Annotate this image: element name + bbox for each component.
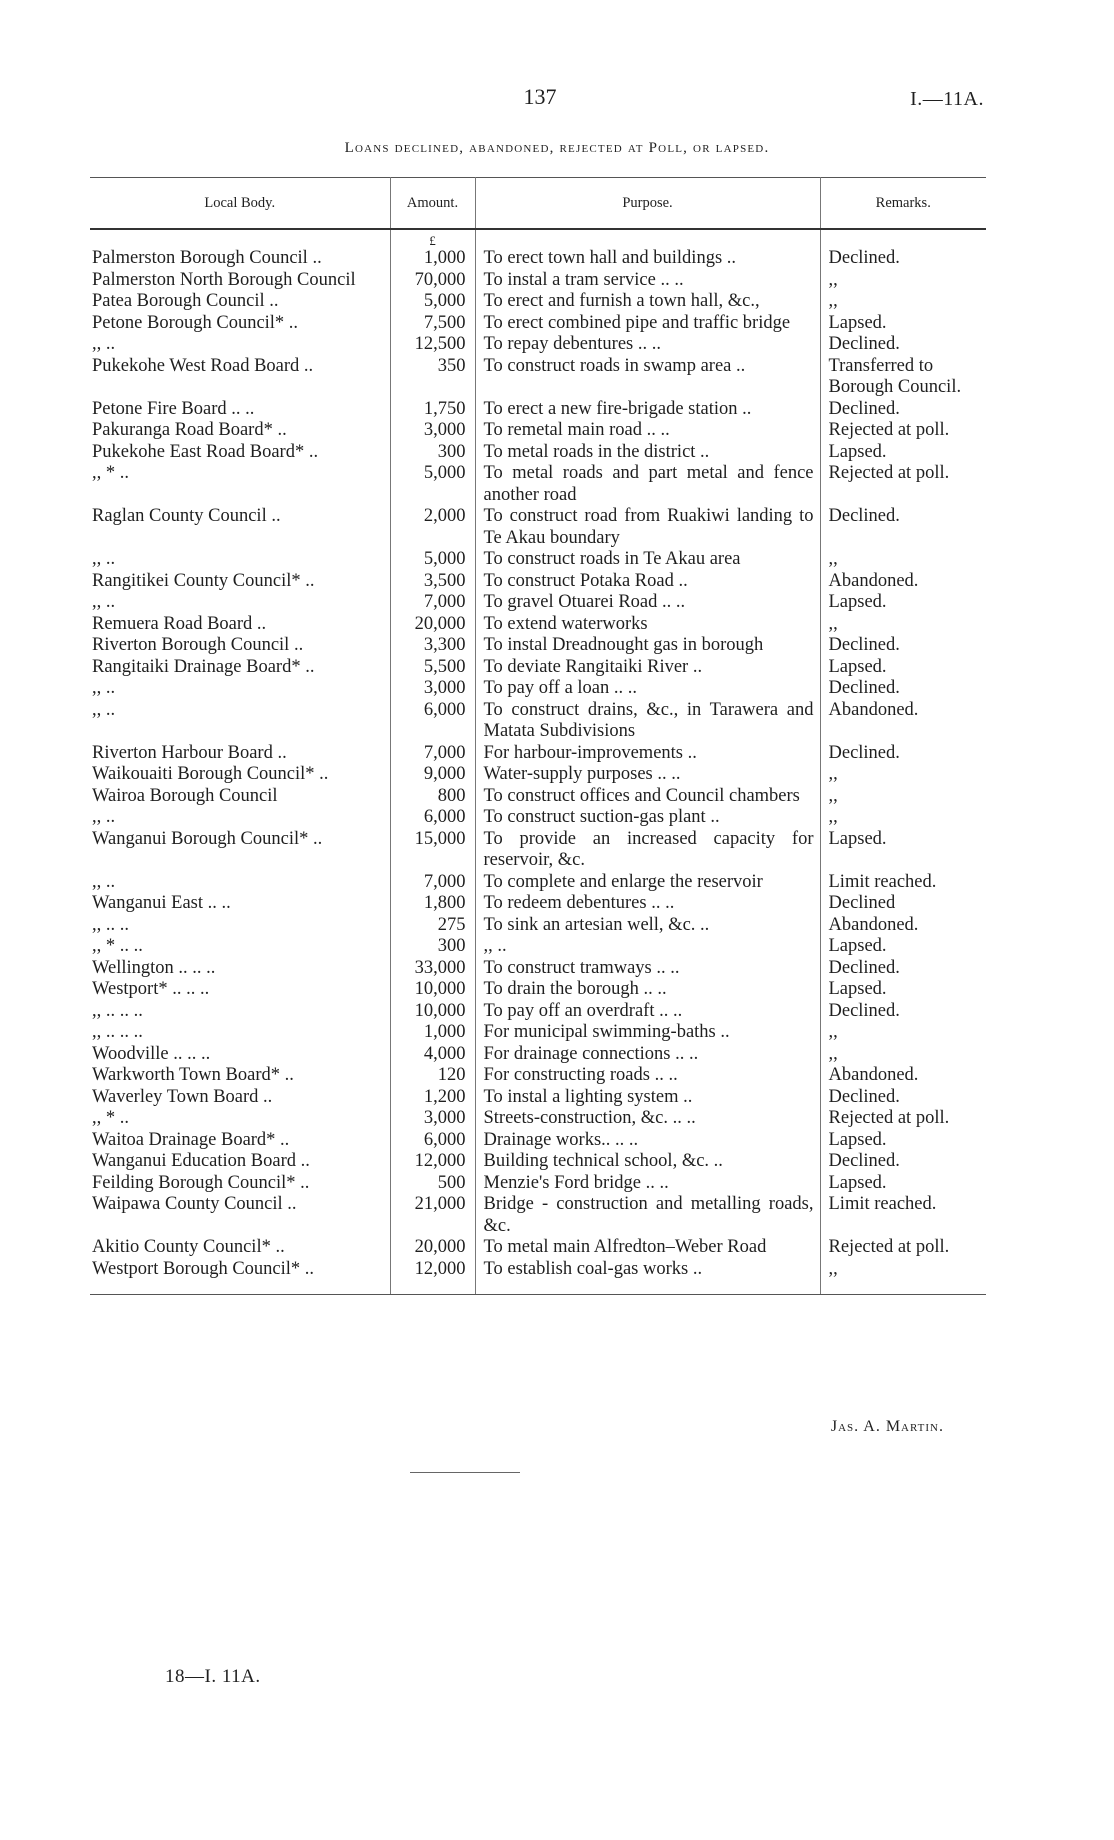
sheet-mark: 18—I. 11A.	[165, 1666, 261, 1687]
remarks-cell: Lapsed.	[828, 441, 887, 462]
remarks-cell: Declined.	[828, 635, 900, 655]
purpose-cell: To erect combined pipe and traffic bridge	[475, 313, 820, 335]
local-body-cell: Petone Fire Board .. ..	[90, 399, 390, 421]
purpose-cell: To repay debentures .. ..	[475, 334, 820, 356]
table-row	[90, 872, 986, 894]
table-row	[90, 936, 986, 958]
local-body-cell: ,, ..	[90, 678, 390, 700]
purpose-cell: To deviate Rangitaiki River ..	[475, 657, 820, 679]
local-body-cell: ,, ..	[90, 549, 390, 571]
remarks-cell: Declined.	[828, 1000, 900, 1021]
purpose-cell: To construct suction-gas plant ..	[475, 807, 820, 829]
amount-cell: 300	[390, 442, 475, 464]
purpose-cell: Bridge - construction and metalling roads, &c.	[475, 1194, 820, 1237]
local-body-cell: Feilding Borough Council* ..	[90, 1173, 390, 1195]
amount-cell: 6,000	[390, 807, 475, 829]
remarks-cell: Abandoned.	[828, 914, 919, 935]
purpose-cell: To metal roads in the district ..	[475, 442, 820, 464]
local-body-cell: ,, * ..	[90, 463, 390, 506]
currency-unit-row	[90, 229, 986, 248]
purpose-cell: To metal main Alfredton–Weber Road	[475, 1237, 820, 1259]
column-header-remarks: Remarks.	[820, 178, 986, 230]
remarks-cell: Declined.	[828, 334, 900, 354]
purpose-cell: To sink an artesian well, &c. ..	[475, 915, 820, 937]
amount-cell: 3,000	[390, 1108, 475, 1130]
purpose-cell: Drainage works.. .. ..	[475, 1130, 820, 1152]
local-body-cell: Raglan County Council ..	[90, 506, 390, 549]
remarks-cell: Declined.	[828, 678, 900, 698]
amount-cell: 300	[390, 936, 475, 958]
table-row	[90, 1259, 986, 1281]
remarks-cell: ,,	[828, 1043, 838, 1064]
amount-cell: 20,000	[390, 1237, 475, 1259]
local-body-cell: ,, ..	[90, 592, 390, 614]
table-row	[90, 334, 986, 356]
table-row	[90, 657, 986, 679]
amount-cell: 6,000	[390, 1130, 475, 1152]
purpose-cell: For drainage connections .. ..	[475, 1044, 820, 1066]
remarks-cell: Limit reached.	[828, 1194, 937, 1214]
local-body-cell: Waipawa County Council ..	[90, 1194, 390, 1237]
local-body-cell: Riverton Harbour Board ..	[90, 743, 390, 765]
purpose-cell: To drain the borough .. ..	[475, 979, 820, 1001]
remarks-cell: Declined.	[828, 398, 900, 419]
remarks-cell: ,,	[828, 1022, 838, 1042]
table-row	[90, 893, 986, 915]
remarks-cell: Declined	[828, 893, 896, 913]
local-body-cell: Riverton Borough Council ..	[90, 635, 390, 657]
local-body-cell: Akitio County Council* ..	[90, 1237, 390, 1259]
amount-cell: 7,000	[390, 743, 475, 765]
local-body-cell: ,, * .. ..	[90, 936, 390, 958]
local-body-cell: Westport Borough Council* ..	[90, 1259, 390, 1281]
table-row	[90, 829, 986, 872]
table-row	[90, 571, 986, 593]
amount-cell: 12,500	[390, 334, 475, 356]
remarks-cell: Rejected at poll.	[828, 1237, 950, 1257]
remarks-cell: Rejected at poll.	[828, 463, 950, 483]
remarks-cell: Limit reached.	[828, 871, 937, 892]
table-row	[90, 313, 986, 335]
purpose-cell: To construct tramways .. ..	[475, 958, 820, 980]
table-row	[90, 635, 986, 657]
purpose-cell: To erect a new fire-brigade station ..	[475, 399, 820, 421]
remarks-cell: Lapsed.	[828, 828, 887, 849]
table-row	[90, 1022, 986, 1044]
local-body-cell: Waikouaiti Borough Council* ..	[90, 764, 390, 786]
amount-cell: 33,000	[390, 958, 475, 980]
remarks-cell: Declined.	[828, 957, 900, 978]
amount-cell: 4,000	[390, 1044, 475, 1066]
remarks-cell: ,,	[828, 549, 838, 569]
page-number: 137	[523, 84, 557, 109]
remarks-cell: Lapsed.	[828, 1172, 887, 1193]
amount-cell: 350	[390, 356, 475, 399]
loans-table	[90, 177, 986, 1295]
remarks-cell: Abandoned.	[828, 699, 919, 720]
local-body-cell: Waverley Town Board ..	[90, 1087, 390, 1109]
remarks-cell: ,,	[828, 785, 838, 806]
amount-cell: 15,000	[390, 829, 475, 872]
remarks-cell: ,,	[828, 613, 838, 634]
table-row	[90, 1087, 986, 1109]
purpose-cell: To pay off a loan .. ..	[475, 678, 820, 700]
amount-cell: 9,000	[390, 764, 475, 786]
purpose-cell: To erect town hall and buildings ..	[475, 248, 820, 270]
purpose-cell: ,, ..	[475, 936, 820, 958]
purpose-cell: To metal roads and part metal and fence another road	[475, 463, 820, 506]
remarks-cell: Lapsed.	[828, 312, 887, 333]
remarks-cell: Transferred to Borough Council.	[828, 355, 962, 397]
local-body-cell: Rangitikei County Council* ..	[90, 571, 390, 593]
local-body-cell: ,, * ..	[90, 1108, 390, 1130]
purpose-cell: To instal Dreadnought gas in borough	[475, 635, 820, 657]
table-row	[90, 463, 986, 506]
table-bottom-rule	[90, 1280, 986, 1295]
amount-cell: 5,000	[390, 463, 475, 506]
column-header-amount: Amount.	[390, 178, 475, 230]
purpose-cell: To construct roads in swamp area ..	[475, 356, 820, 399]
column-header-local-body: Local Body.	[90, 178, 390, 230]
column-header-purpose: Purpose.	[475, 178, 820, 230]
local-body-cell: Waitoa Drainage Board* ..	[90, 1130, 390, 1152]
remarks-cell: Declined.	[828, 506, 900, 526]
local-body-cell: Wairoa Borough Council	[90, 786, 390, 808]
amount-cell: 6,000	[390, 700, 475, 743]
table-row	[90, 743, 986, 765]
remarks-cell: Lapsed.	[828, 936, 887, 956]
local-body-cell: Warkworth Town Board* ..	[90, 1065, 390, 1087]
amount-cell: 500	[390, 1173, 475, 1195]
local-body-cell: Westport* .. .. ..	[90, 979, 390, 1001]
table-row	[90, 1173, 986, 1195]
table-row	[90, 614, 986, 636]
amount-cell: 275	[390, 915, 475, 937]
local-body-cell: Wellington .. .. ..	[90, 958, 390, 980]
remarks-cell: ,,	[828, 764, 838, 784]
amount-cell: 5,500	[390, 657, 475, 679]
remarks-cell: ,,	[828, 1258, 838, 1279]
purpose-cell: To instal a lighting system ..	[475, 1087, 820, 1109]
remarks-cell: Lapsed.	[828, 656, 887, 677]
table-row	[90, 420, 986, 442]
local-body-cell: ,, ..	[90, 807, 390, 829]
remarks-cell: ,,	[828, 269, 838, 290]
amount-cell: 21,000	[390, 1194, 475, 1237]
table-row	[90, 399, 986, 421]
amount-cell: 1,200	[390, 1087, 475, 1109]
purpose-cell: Menzie's Ford bridge .. ..	[475, 1173, 820, 1195]
purpose-cell: To construct Potaka Road ..	[475, 571, 820, 593]
amount-cell: 3,000	[390, 678, 475, 700]
table-row	[90, 764, 986, 786]
local-body-cell: ,, .. ..	[90, 915, 390, 937]
amount-cell: 10,000	[390, 979, 475, 1001]
table-row	[90, 700, 986, 743]
table-row	[90, 1065, 986, 1087]
remarks-cell: Abandoned.	[828, 1065, 919, 1085]
amount-cell: 7,000	[390, 872, 475, 894]
purpose-cell: Water-supply purposes .. ..	[475, 764, 820, 786]
amount-cell: 3,300	[390, 635, 475, 657]
amount-cell: 1,800	[390, 893, 475, 915]
remarks-cell: Declined.	[828, 742, 900, 763]
amount-cell: 3,500	[390, 571, 475, 593]
table-title: Loans declined, abandoned, rejected at Poll, or lapsed.	[344, 140, 770, 156]
purpose-cell: To construct drains, &c., in Tarawera and Matata Subdivisions	[475, 700, 820, 743]
table-row	[90, 807, 986, 829]
remarks-cell: Lapsed.	[828, 1129, 887, 1150]
purpose-cell: To establish coal-gas works ..	[475, 1259, 820, 1281]
loans-table-container	[90, 177, 986, 1295]
amount-cell: 70,000	[390, 270, 475, 292]
purpose-cell: For harbour-improvements ..	[475, 743, 820, 765]
table-row	[90, 1194, 986, 1237]
table-row	[90, 1044, 986, 1066]
purpose-cell: To extend waterworks	[475, 614, 820, 636]
table-row	[90, 678, 986, 700]
amount-cell: 7,000	[390, 592, 475, 614]
table-row	[90, 786, 986, 808]
purpose-cell: To remetal main road .. ..	[475, 420, 820, 442]
local-body-cell: Patea Borough Council ..	[90, 291, 390, 313]
table-row	[90, 1130, 986, 1152]
amount-cell: 1,000	[390, 248, 475, 270]
table-row	[90, 291, 986, 313]
table-row	[90, 958, 986, 980]
purpose-cell: For municipal swimming-baths ..	[475, 1022, 820, 1044]
table-row	[90, 1001, 986, 1023]
local-body-cell: Pakuranga Road Board* ..	[90, 420, 390, 442]
amount-cell: 1,750	[390, 399, 475, 421]
table-row	[90, 270, 986, 292]
remarks-cell: Abandoned.	[828, 570, 919, 591]
purpose-cell: To gravel Otuarei Road .. ..	[475, 592, 820, 614]
local-body-cell: Woodville .. .. ..	[90, 1044, 390, 1066]
table-row	[90, 915, 986, 937]
remarks-cell: Declined.	[828, 1086, 900, 1107]
document-reference: I.—11A.	[910, 88, 984, 110]
local-body-cell: Wanganui East .. ..	[90, 893, 390, 915]
signature: Jas. A. Martin.	[830, 1418, 944, 1435]
table-row	[90, 356, 986, 399]
local-body-cell: Pukekohe East Road Board* ..	[90, 442, 390, 464]
local-body-cell: Rangitaiki Drainage Board* ..	[90, 657, 390, 679]
purpose-cell: To provide an increased capacity for reservoir, &c.	[475, 829, 820, 872]
amount-cell: 1,000	[390, 1022, 475, 1044]
table-row	[90, 506, 986, 549]
closing-rule	[410, 1472, 520, 1473]
table-row	[90, 549, 986, 571]
amount-cell: 12,000	[390, 1259, 475, 1281]
purpose-cell: Building technical school, &c. ..	[475, 1151, 820, 1173]
amount-cell: 12,000	[390, 1151, 475, 1173]
local-body-cell: Palmerston Borough Council ..	[90, 248, 390, 270]
remarks-cell: ,,	[828, 807, 838, 827]
table-row	[90, 592, 986, 614]
purpose-cell: To instal a tram service .. ..	[475, 270, 820, 292]
currency-unit: £	[390, 229, 475, 248]
purpose-cell: Streets-construction, &c. .. ..	[475, 1108, 820, 1130]
table-row	[90, 979, 986, 1001]
remarks-cell: Declined.	[828, 1151, 900, 1171]
local-body-cell: ,, ..	[90, 872, 390, 894]
purpose-cell: To construct offices and Council chambers	[475, 786, 820, 808]
remarks-cell: Lapsed.	[828, 592, 887, 612]
table-row	[90, 1237, 986, 1259]
local-body-cell: ,, .. .. ..	[90, 1022, 390, 1044]
local-body-cell: ,, .. .. ..	[90, 1001, 390, 1023]
local-body-cell: Wanganui Education Board ..	[90, 1151, 390, 1173]
amount-cell: 3,000	[390, 420, 475, 442]
local-body-cell: ,, ..	[90, 334, 390, 356]
table-row	[90, 442, 986, 464]
local-body-cell: Remuera Road Board ..	[90, 614, 390, 636]
remarks-cell: Declined.	[828, 248, 900, 268]
amount-cell: 20,000	[390, 614, 475, 636]
purpose-cell: To construct road from Ruakiwi landing to Te Akau boundary	[475, 506, 820, 549]
amount-cell: 120	[390, 1065, 475, 1087]
purpose-cell: To complete and enlarge the reservoir	[475, 872, 820, 894]
local-body-cell: Pukekohe West Road Board ..	[90, 356, 390, 399]
remarks-cell: Rejected at poll.	[828, 420, 950, 440]
local-body-cell: Palmerston North Borough Council	[90, 270, 390, 292]
table-row	[90, 1108, 986, 1130]
amount-cell: 5,000	[390, 291, 475, 313]
remarks-cell: ,,	[828, 291, 838, 311]
purpose-cell: For constructing roads .. ..	[475, 1065, 820, 1087]
local-body-cell: ,, ..	[90, 700, 390, 743]
local-body-cell: Petone Borough Council* ..	[90, 313, 390, 335]
local-body-cell: Wanganui Borough Council* ..	[90, 829, 390, 872]
amount-cell: 2,000	[390, 506, 475, 549]
amount-cell: 7,500	[390, 313, 475, 335]
purpose-cell: To erect and furnish a town hall, &c.,	[475, 291, 820, 313]
purpose-cell: To pay off an overdraft .. ..	[475, 1001, 820, 1023]
amount-cell: 5,000	[390, 549, 475, 571]
amount-cell: 10,000	[390, 1001, 475, 1023]
remarks-cell: Lapsed.	[828, 979, 887, 999]
table-row	[90, 248, 986, 270]
amount-cell: 800	[390, 786, 475, 808]
table-row	[90, 1151, 986, 1173]
purpose-cell: To construct roads in Te Akau area	[475, 549, 820, 571]
purpose-cell: To redeem debentures .. ..	[475, 893, 820, 915]
table-header-row	[90, 178, 986, 230]
remarks-cell: Rejected at poll.	[828, 1108, 950, 1128]
